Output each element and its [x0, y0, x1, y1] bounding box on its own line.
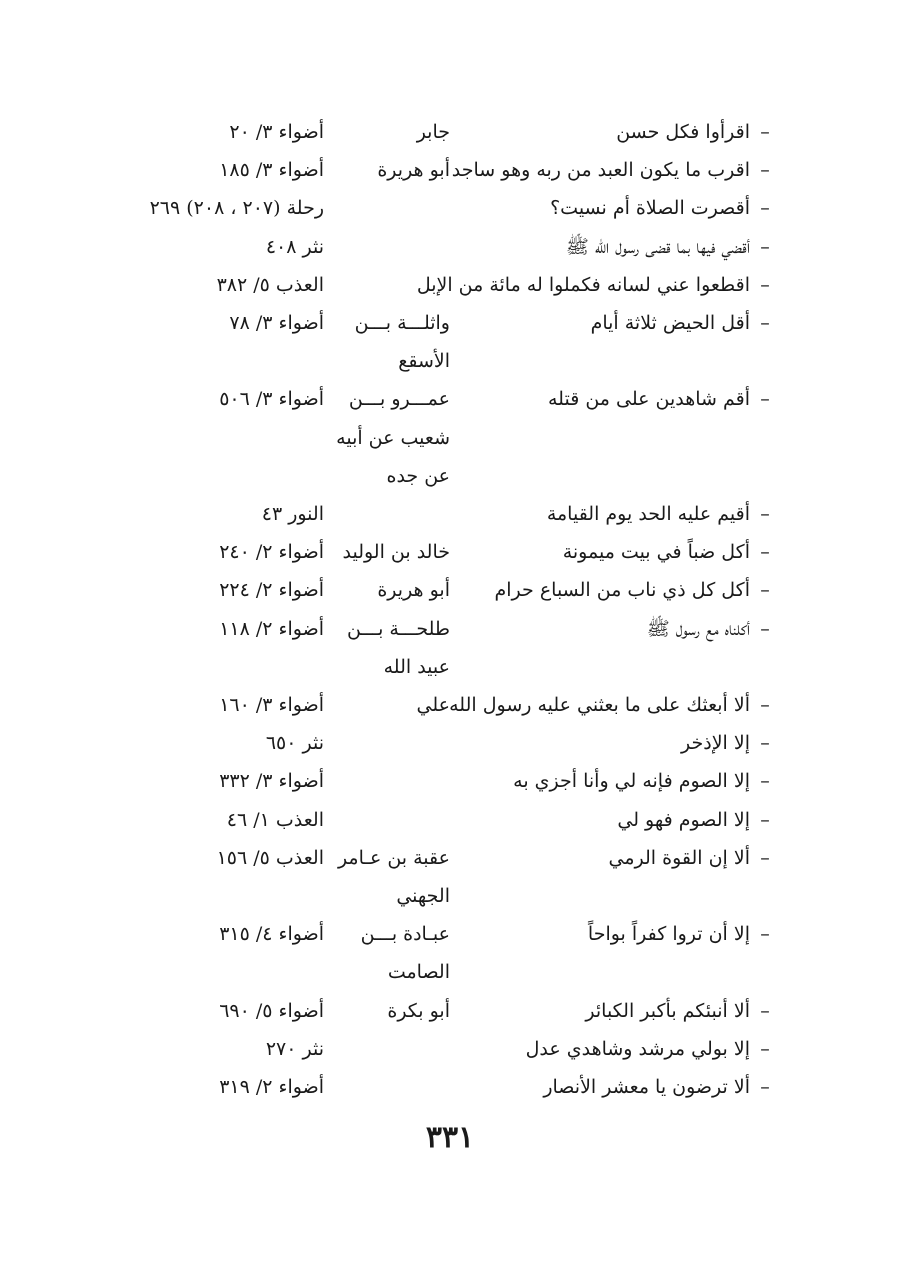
- index-entry: [0, 686, 900, 724]
- source-reference: أضواء ٢/ ٢٢٤: [219, 579, 324, 602]
- hadith-text: أقصرت الصلاة أم نسيت؟: [550, 197, 750, 220]
- entry-dash: –: [760, 388, 770, 411]
- narrator-text: شعيب عن أبيه: [336, 426, 450, 449]
- index-entry: [0, 151, 900, 189]
- narrator-text: واثلـــة بـــن: [354, 312, 450, 334]
- hadith-text: اقرأوا فكل حسن: [616, 121, 750, 143]
- index-entry: [0, 304, 900, 380]
- narrator-text: عمـــرو بـــن: [348, 388, 450, 411]
- source-reference: أضواء ٢/ ٣١٩: [219, 1076, 324, 1098]
- source-reference: النور ٤٣: [261, 503, 324, 525]
- index-entry: [0, 1068, 900, 1106]
- index-entry: [0, 762, 900, 800]
- hadith-text: ألا أبعثك على ما بعثني عليه رسول الله: [449, 694, 750, 716]
- entry-dash: –: [760, 846, 770, 869]
- source-reference: نثر ٢٧٠: [265, 1037, 324, 1060]
- entry-dash: –: [760, 999, 770, 1022]
- index-entry: [0, 228, 900, 266]
- hadith-text: ألا إن القوة الرمي: [608, 846, 750, 869]
- index-entry: [0, 495, 900, 533]
- page-number: ٣٣١: [425, 1120, 475, 1155]
- entry-dash: –: [760, 808, 770, 831]
- entry-dash: –: [760, 541, 770, 564]
- hadith-text: اقطعوا عني لسانه فكملوا له مائة من الإبل: [416, 273, 750, 296]
- entry-dash: –: [760, 579, 770, 602]
- hadith-text: أقل الحيض ثلاثة أيام: [590, 312, 750, 334]
- index-entry: [0, 189, 900, 227]
- source-reference: أضواء ٣/ ٣٣٢: [219, 770, 324, 793]
- index-entry: [0, 113, 900, 151]
- narrator-text: عقبة بن عـامر: [337, 846, 450, 869]
- hadith-text: أكلناه مع رسول ﷺ: [646, 617, 750, 640]
- source-reference: أضواء ٣/ ٢٠: [229, 121, 324, 143]
- narrator-text: خالد بن الوليد: [342, 541, 450, 564]
- hadith-text: أقضي فيها بما قضى رسول الله ﷺ: [565, 235, 750, 258]
- narrator-text: الأسقع: [398, 350, 450, 373]
- narrator-text: عبـادة بـــن: [360, 923, 450, 946]
- entry-dash: –: [760, 197, 770, 220]
- entry-dash: –: [760, 121, 770, 143]
- narrator-text: الصامت: [387, 961, 450, 984]
- entry-dash: –: [760, 694, 770, 716]
- index-entry: [0, 610, 900, 686]
- narrator-text: أبو هريرة: [377, 159, 450, 182]
- entry-dash: –: [760, 503, 770, 525]
- source-reference: أضواء ٣/ ١٦٠: [219, 694, 324, 716]
- entry-dash: –: [760, 923, 770, 946]
- hadith-text: أكل ضباً في بيت ميمونة: [562, 541, 750, 564]
- source-reference: العذب ٥/ ٣٨٢: [216, 273, 324, 296]
- entry-dash: –: [760, 273, 770, 296]
- entry-dash: –: [760, 312, 770, 334]
- entry-dash: –: [760, 1076, 770, 1098]
- entry-dash: –: [760, 732, 770, 755]
- hadith-text: ألا ترضون يا معشر الأنصار: [543, 1076, 750, 1098]
- entry-dash: –: [760, 159, 770, 182]
- source-reference: أضواء ٣/ ٧٨: [229, 312, 324, 334]
- entry-dash: –: [760, 1037, 770, 1060]
- index-entry: [0, 571, 900, 609]
- index-entry: [0, 915, 900, 991]
- hadith-text: إلا أن تروا كفراً بواحاً: [587, 923, 750, 946]
- narrator-text: طلحـــة بـــن: [346, 617, 450, 640]
- index-entry: [0, 724, 900, 762]
- source-reference: أضواء ٣/ ١٨٥: [219, 159, 324, 182]
- hadith-text: أقيم عليه الحد يوم القيامة: [546, 503, 750, 525]
- hadith-text: أقم شاهدين على من قتله: [547, 388, 750, 411]
- source-reference: أضواء ٤/ ٣١٥: [219, 923, 324, 946]
- entry-dash: –: [760, 617, 770, 640]
- source-reference: أضواء ٥/ ٦٩٠: [219, 999, 324, 1022]
- narrator-text: عبيد الله: [383, 655, 450, 678]
- narrator-text: علي: [416, 694, 450, 716]
- index-entry: [0, 801, 900, 839]
- index-entry: [0, 533, 900, 571]
- hadith-text: إلا بولي مرشد وشاهدي عدل: [525, 1037, 750, 1060]
- hadith-text: إلا الصوم فإنه لي وأنا أجزي به: [513, 770, 750, 793]
- source-reference: نثر ٦٥٠: [265, 732, 324, 755]
- index-entry: [0, 380, 900, 495]
- index-entry: [0, 992, 900, 1030]
- source-reference: العذب ١/ ٤٦: [226, 808, 324, 831]
- narrator-text: أبو هريرة: [377, 579, 450, 602]
- source-reference: أضواء ٢/ ١١٨: [219, 617, 324, 640]
- source-reference: أضواء ٣/ ٥٠٦: [219, 388, 324, 411]
- hadith-text: ألا أنبئكم بأكبر الكبائر: [585, 999, 750, 1022]
- source-reference: نثر ٤٠٨: [265, 235, 324, 258]
- narrator-text: الجهني: [396, 884, 450, 907]
- entry-dash: –: [760, 770, 770, 793]
- index-entry: [0, 266, 900, 304]
- source-reference: أضواء ٢/ ٢٤٠: [219, 541, 324, 564]
- source-reference: العذب ٥/ ١٥٦: [216, 846, 324, 869]
- hadith-text: إلا الإذخر: [681, 732, 750, 755]
- hadith-text: اقرب ما يكون العبد من ربه وهو ساجد: [451, 159, 750, 182]
- entry-dash: –: [760, 235, 770, 258]
- hadith-text: إلا الصوم فهو لي: [617, 808, 750, 831]
- hadith-text: أكل كل ذي ناب من السباع حرام: [494, 579, 750, 602]
- narrator-text: عن جده: [386, 464, 450, 487]
- index-entry: [0, 1030, 900, 1068]
- source-reference: رحلة (٢٠٧ ، ٢٠٨) ٢٦٩: [149, 197, 324, 220]
- narrator-text: أبو بكرة: [387, 999, 450, 1022]
- index-entry: [0, 839, 900, 915]
- narrator-text: جابر: [416, 121, 450, 143]
